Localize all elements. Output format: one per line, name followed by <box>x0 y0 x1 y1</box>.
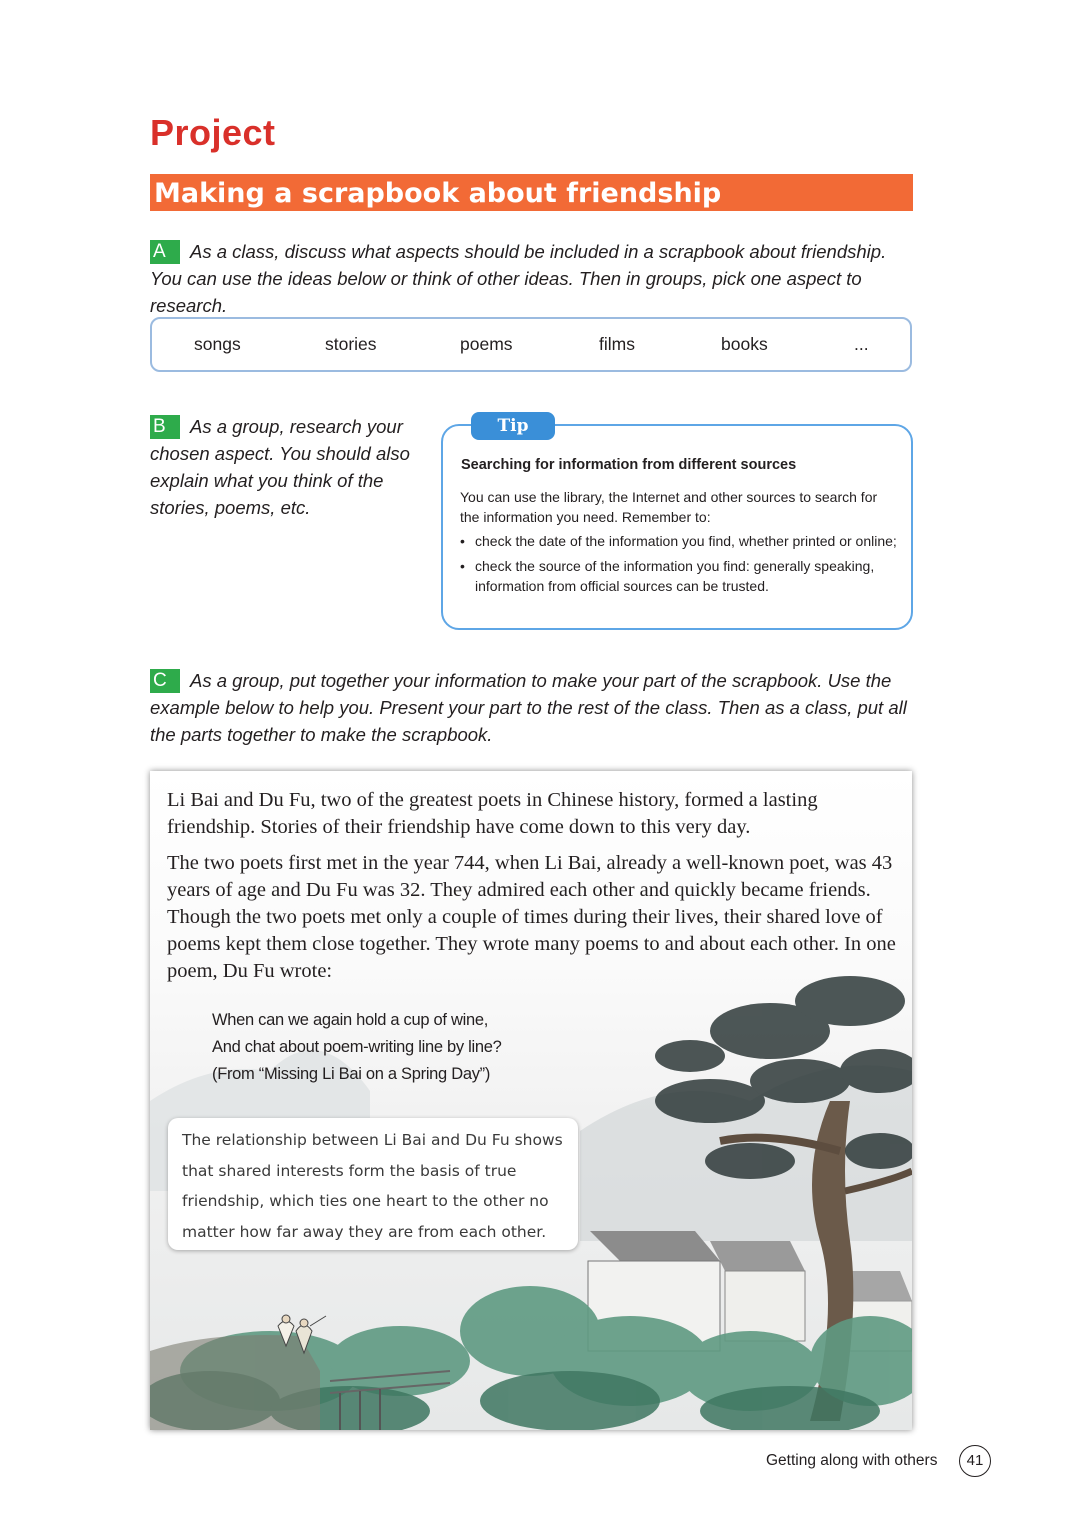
idea-stories: stories <box>325 334 377 354</box>
task-a-badge: A <box>150 240 180 264</box>
scrapbook-note: The relationship between Li Bai and Du Fu shows that shared interests form the basis of true friendship, which ties one heart to the other no matter how far away they are from each other. <box>168 1118 578 1250</box>
tip-tab: Tip <box>471 412 555 440</box>
poem-line: When can we again hold a cup of wine, <box>212 1011 488 1029</box>
scrapbook-example <box>150 771 912 1430</box>
unit-title: Getting along with others <box>766 1452 938 1469</box>
tip-bullet: • check the date of the information you find, whether printed or online; <box>460 531 900 551</box>
task-c-badge: C <box>150 669 180 693</box>
section-label: Project <box>150 112 276 153</box>
tip-bullet: • check the source of the information you find: generally speaking, information from official sources can be trusted. <box>460 556 900 596</box>
task-b-badge: B <box>150 415 180 439</box>
task-c-text: As a group, put together your information to make your part of the scrapbook. Use the example below to help you. Present your part to the rest of the class. Then as a class, put all the parts together to make the scrapbook. <box>150 670 907 745</box>
idea-poems: poems <box>460 334 513 354</box>
page-title: Making a scrapbook about friendship <box>154 178 722 209</box>
task-b <box>150 413 420 521</box>
idea-more: ... <box>854 334 869 354</box>
page-number: 41 <box>959 1445 991 1477</box>
scrapbook-paragraph-2: The two poets first met in the year 744, when Li Bai, already a well-known poet, was 43 years of age and Du Fu was 32. They admired each other and quickly became friends. Though the two poets met only a couple of times during their lives, their shared love of poems kept them close together. They wrote many poems to and about each other. In one poem, Du Fu wrote: <box>167 852 896 982</box>
tip-bullet-list <box>460 531 900 601</box>
task-c <box>150 667 920 748</box>
ideas-box <box>150 317 912 372</box>
idea-books: books <box>721 334 768 354</box>
tip-intro: You can use the library, the Internet and other sources to search for the information you need. Remember to: <box>460 489 878 525</box>
idea-songs: songs <box>194 334 241 354</box>
task-a-text: As a class, discuss what aspects should be included in a scrapbook about friendship. You can use the ideas below or think of other ideas. Then in groups, pick one aspect to research. <box>150 241 887 316</box>
poem-source: (From “Missing Li Bai on a Spring Day”) <box>212 1065 491 1083</box>
idea-films: films <box>599 334 635 354</box>
tip-heading: Searching for information from different sources <box>461 457 797 473</box>
poem-quote <box>212 1007 501 1088</box>
scrapbook-paragraph-1: Li Bai and Du Fu, two of the greatest poets in Chinese history, formed a lasting friendship. Stories of their friendship have come down to this very day. <box>167 789 818 838</box>
poem-line: And chat about poem-writing line by line? <box>212 1038 502 1056</box>
task-b-text: As a group, research your chosen aspect. You should also explain what you think of the stories, poems, etc. <box>150 416 410 518</box>
task-a <box>150 238 920 319</box>
page-title-bar <box>150 174 913 211</box>
